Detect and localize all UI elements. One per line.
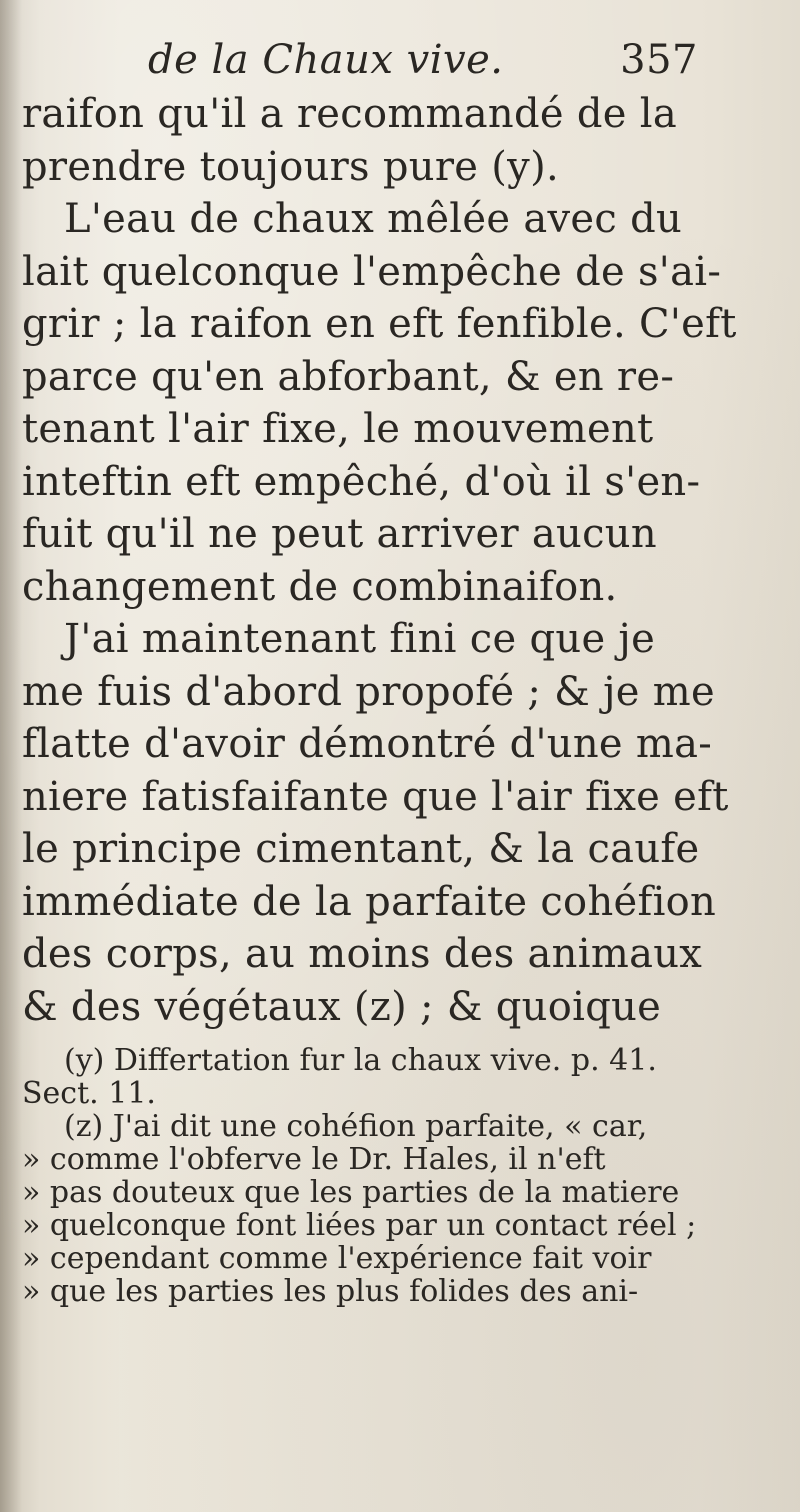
text-line: prendre toujours pure (y). xyxy=(22,143,559,190)
text-line: fuit qu'il ne peut arriver aucun xyxy=(22,511,657,557)
text-line: niere fatisfaifante que l'air fixe eft xyxy=(22,773,729,820)
text-line: J'ai maintenant fini ce que je xyxy=(64,616,656,662)
footnote-line: » pas douteux que les parties de la matiere xyxy=(22,1175,680,1210)
text-line: des corps, au moins des animaux xyxy=(22,931,703,977)
text-line: immédiate de la parfaite cohéfion xyxy=(22,878,717,925)
text-line: me fuis d'abord propofé ; & je me xyxy=(22,668,715,715)
text-line: raifon qu'il a recommandé de la xyxy=(22,91,678,137)
footnote-line: » cependant comme l'expérience fait voir xyxy=(22,1241,652,1276)
footnote-line: » quelconque font liées par un contact réel ; xyxy=(22,1208,697,1243)
footnote-line: (z) J'ai dit une cohéfion parfaite, « car, xyxy=(64,1109,648,1144)
text-line: L'eau de chaux mêlée avec du xyxy=(64,196,683,242)
text-line: le principe cimentant, & la caufe xyxy=(22,826,700,872)
page-header xyxy=(88,38,728,82)
text-line: lait quelconque l'empêche de s'ai- xyxy=(22,248,722,295)
footnote-line: » comme l'obferve le Dr. Hales, il n'eft xyxy=(22,1142,606,1177)
text-line: changement de combinaifon. xyxy=(22,563,618,610)
text-line: grir ; la raifon en eft fenfible. C'eft xyxy=(22,301,737,347)
footnotes xyxy=(22,1044,782,1308)
footnote-line: » que les parties les plus folides des ani- xyxy=(22,1274,639,1309)
text-line: tenant l'air fixe, le mouvement xyxy=(22,406,654,452)
footnote-line: Sect. 11. xyxy=(22,1076,156,1111)
text-line: & des végétaux (z) ; & quoique xyxy=(22,983,662,1030)
text-line: parce qu'en abforbant, & en re- xyxy=(22,353,675,400)
body-text xyxy=(22,88,782,1033)
text-line: flatte d'avoir démontré d'une ma- xyxy=(22,721,713,767)
gutter-shadow xyxy=(0,0,22,1512)
page-number: 357 xyxy=(620,37,698,83)
running-title: de la Chaux vive. xyxy=(148,37,504,83)
text-line: inteftin eft empêché, d'où il s'en- xyxy=(22,458,701,505)
footnote-line: (y) Differtation fur la chaux vive. p. 41. xyxy=(64,1043,657,1078)
